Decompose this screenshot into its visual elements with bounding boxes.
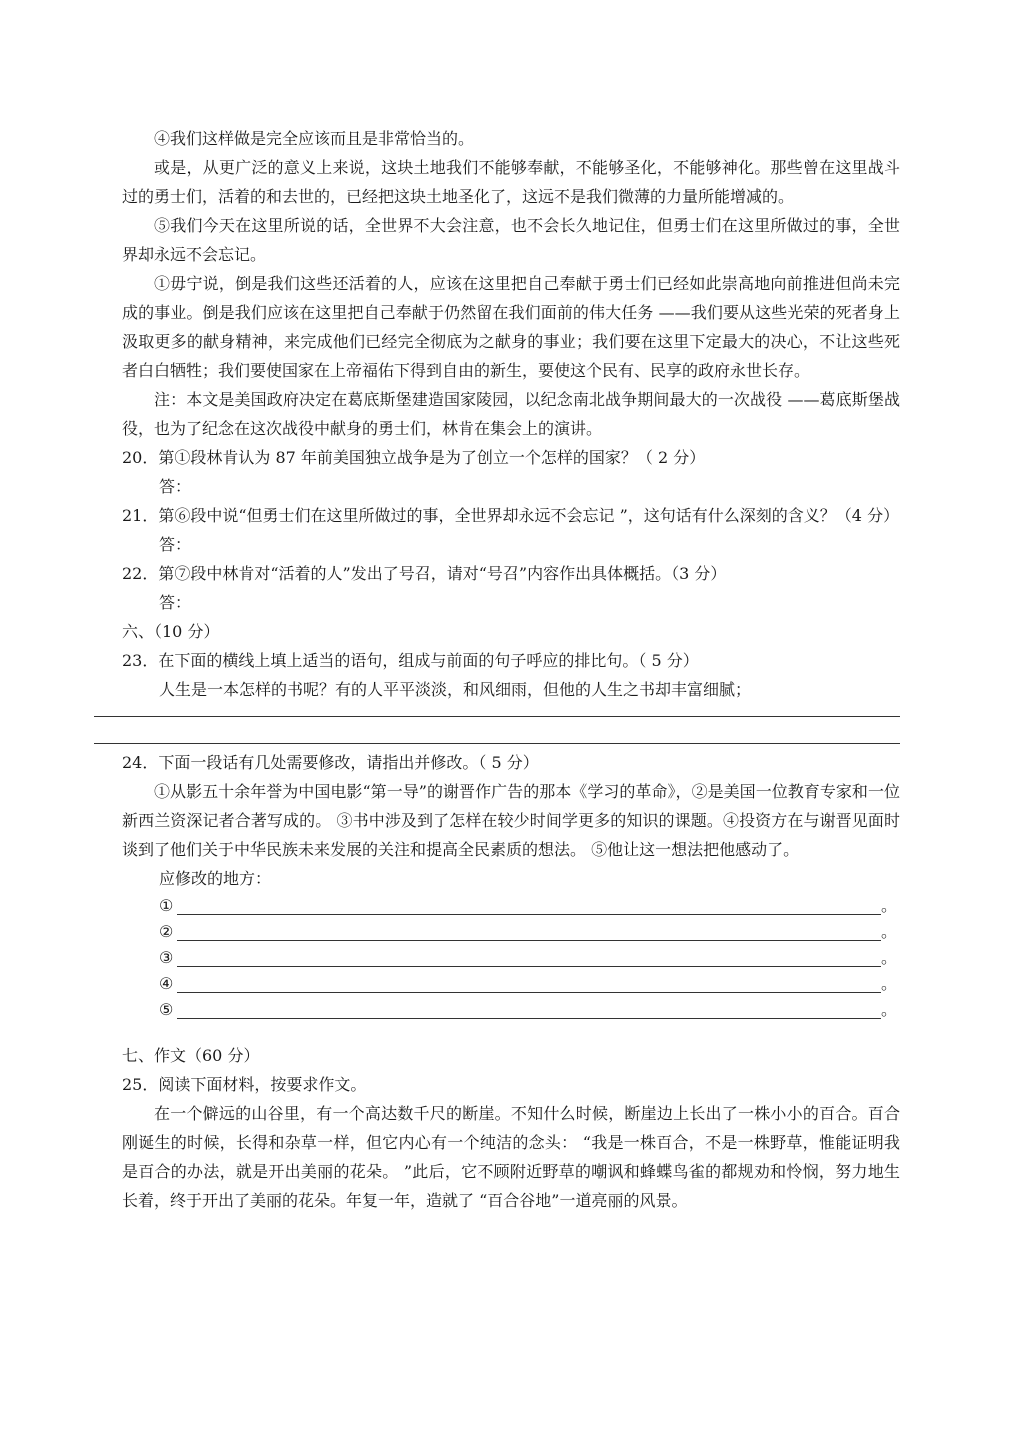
passage-paragraph-5: ⑤我们今天在这里所说的话，全世界不大会注意，也不会长久地记住，但勇士们在这里所做过的事，全世界却永远不会忘记。 (122, 216, 900, 264)
blank-end: 。 (881, 922, 898, 941)
section-6-heading: 六、（10 分） (122, 622, 220, 641)
blank-line[interactable] (177, 922, 881, 941)
question-25: 25．阅读下面材料，按要求作文。 (122, 1075, 367, 1094)
question-22: 22．第⑦段中林肯对“活着的人”发出了号召，请对“号召”内容作出具体概括。（3 分） (122, 564, 727, 583)
question-23: 23．在下面的横线上填上适当的语句，组成与前面的句子呼应的排比句。（ 5 分） (122, 651, 699, 670)
passage-paragraph-1b: ①毋宁说，倒是我们这些还活着的人，应该在这里把自己奉献于勇士们已经如此崇高地向前推进但尚未完成的事业。倒是我们应该在这里把自己奉献于仍然留在我们面前的伟大任务 ——我们要从这些光荣的死者身上汲取更多的献身精神，来完成他们已经完全彻底为之献身的事业；我们要在这里下定最大的决心，不让这些死者白白牺牲；我们要使国家在上帝福佑下得到自由的新生，要使这个民有、民享的政府永世长存。 (122, 274, 900, 380)
blank-end: 。 (881, 974, 898, 993)
blank-number: ⑤ (159, 1000, 174, 1019)
question-20-answer-label: 答： (159, 477, 192, 496)
blank-line[interactable] (177, 896, 881, 915)
question-21: 21．第⑥段中说“但勇士们在这里所做过的事，全世界却永远不会忘记 ”，这句话有什么深刻的含义？（4 分） (122, 506, 900, 525)
blank-end: 。 (881, 896, 898, 915)
blank-number: ② (159, 922, 174, 941)
blank-number: ① (159, 896, 174, 915)
question-25-material: 在一个僻远的山谷里，有一个高达数千尺的断崖。不知什么时候，断崖边上长出了一株小小的百合。百合刚诞生的时候，长得和杂草一样，但它内心有一个纯洁的念头： “我是一株百合，不是一株野草，惟能证明我是百合的办法，就是开出美丽的花朵。 ”此后，它不顾附近野草的嘲讽和蜂蝶鸟雀的都规劝和怜悯，努力地生长着，终于开出了美丽的花朵。年复一年，造就了 “百合谷地”一道亮丽的风景。 (122, 1104, 900, 1210)
blank-number: ④ (159, 974, 174, 993)
blank-number: ③ (159, 948, 174, 967)
blank-end: 。 (881, 1000, 898, 1019)
correction-blank-1[interactable] (122, 893, 900, 919)
correction-blank-4[interactable] (122, 971, 900, 997)
question-24: 24．下面一段话有几处需要修改，请指出并修改。（ 5 分） (122, 753, 539, 772)
question-22-answer-label: 答： (159, 593, 192, 612)
passage-paragraph-4: ④我们这样做是完全应该而且是非常恰当的。 (154, 129, 475, 148)
question-23-text: 人生是一本怎样的书呢？有的人平平淡淡，和风细雨，但他的人生之书却丰富细腻； (159, 680, 752, 699)
correction-blank-5[interactable] (122, 997, 900, 1023)
blank-line[interactable] (177, 1000, 881, 1019)
passage-note: 注：本文是美国政府决定在葛底斯堡建造国家陵园，以纪念南北战争期间最大的一次战役 ——葛底斯堡战役，也为了纪念在这次战役中献身的勇士们，林肯在集会上的演讲。 (122, 390, 900, 438)
question-24-text: ①从影五十余年誉为中国电影“第一导”的谢晋作广告的那本《学习的革命》，②是美国一位教育专家和一位新西兰资深记者合著写成的。 ③书中涉及到了怎样在较少时间学更多的知识的课题。④投资方在与谢晋见面时谈到了他们关于中华民族未来发展的关注和提高全民素质的想法。 ⑤他让这一想法把他感动了。 (122, 782, 900, 859)
question-20: 20．第①段林肯认为 87 年前美国独立战争是为了创立一个怎样的国家？（ 2 分） (122, 448, 706, 467)
blank-line[interactable] (177, 948, 881, 967)
blank-line[interactable] (177, 974, 881, 993)
question-21-answer-label: 答： (159, 535, 192, 554)
passage-paragraph-or: 或是，从更广泛的意义上来说，这块土地我们不能够奉献，不能够圣化，不能够神化。那些曾在这里战斗过的勇士们，活着的和去世的，已经把这块土地圣化了，这远不是我们微薄的力量所能增减的。 (122, 158, 900, 206)
exam-page (122, 124, 900, 1215)
correction-blank-3[interactable] (122, 945, 900, 971)
correction-blank-2[interactable] (122, 919, 900, 945)
section-7-heading: 七、作文（60 分） (122, 1046, 260, 1065)
question-24-prompt: 应修改的地方： (159, 869, 272, 888)
blank-end: 。 (881, 948, 898, 967)
